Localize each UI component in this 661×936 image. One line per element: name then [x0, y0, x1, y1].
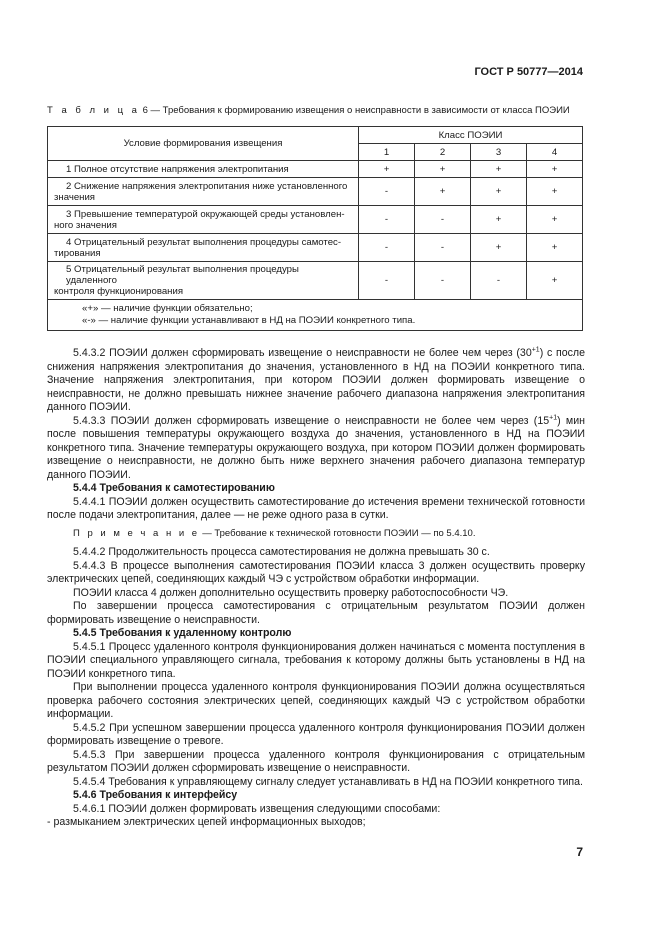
paragraph-5-4-3-2: 5.4.3.2 ПОЭИИ должен сформировать извещение о неисправности не более чем через $(30^{+1})$ с после снижения напряжения электропитания до значения, установленного в НД на ПОЭИИ конкретного типа. Значение напряжения электропитания, при котором ПОЭИИ должен формировать извещение о неисправности, не должно превышать нижнее значение рабочего диапазона напряжения электропитания данного ПОЭИИ. [47, 346, 585, 413]
note-plus: «+» — наличие функции обязательно; [82, 302, 253, 314]
row-value: + [471, 206, 527, 234]
row-condition-line2: контроля функционирования [54, 286, 184, 297]
paragraph-5-4-5-3: 5.4.5.3 При завершении процесса удаленного контроля функционирования с отрицательным результатом ПОЭИИ должен сформировать извещение о неисправности. [47, 748, 585, 774]
row-value: + [415, 178, 471, 206]
row-value: - [359, 178, 415, 206]
row-value: - [359, 206, 415, 234]
paragraph-remote-check: При выполнении процесса удаленного контроля функционирования ПОЭИИ должна осуществляться проверка рабочего состояния электрических цепей, соединяющих каждый ЧЭ с устройством обработки информации. [47, 681, 585, 720]
row-condition-line2: тирования [54, 247, 101, 259]
requirements-table [47, 126, 583, 331]
table-row [48, 161, 583, 178]
row-value: - [359, 262, 415, 300]
table-notes [48, 300, 583, 331]
paragraph-5-4-4-3: 5.4.4.3 В процессе выполнения самотестирования ПОЭИИ класса 3 должен осуществить проверку электрических цепей, соединяющих каждый ЧЭ с устройством обработки информации. [47, 559, 585, 585]
row-value: + [527, 262, 583, 300]
table-caption [47, 105, 587, 116]
row-value: + [527, 234, 583, 262]
heading-5-4-6: 5.4.6 Требования к интерфейсу [73, 789, 238, 801]
row-condition-line1: 1 Полное отсутствие напряжения электропитания [66, 163, 289, 175]
note-label: П р и м е ч а н и е [73, 527, 200, 539]
paragraph-5-4-4-2: 5.4.4.2 Продолжительность процесса самотестирования не должна превышать 30 с. [73, 546, 490, 558]
row-value: - [415, 234, 471, 262]
heading-5-4-5: 5.4.5 Требования к удаленному контролю [73, 627, 292, 639]
row-value: + [471, 178, 527, 206]
header-class: Класс ПОЭИИ [359, 127, 583, 144]
row-condition-line1: 2 Снижение напряжения электропитания ниже установленного [66, 180, 348, 192]
row-condition-line2: значения [54, 191, 96, 203]
row-condition [48, 178, 359, 206]
header-class-1: 1 [359, 144, 415, 161]
paragraph-self-test-result: По завершении процесса самотестирования с отрицательным результатом ПОЭИИ должен формировать извещение о неисправности. [47, 600, 585, 626]
row-value: - [359, 234, 415, 262]
row-condition [48, 262, 359, 300]
note-minus: «-» — наличие функции устанавливают в НД на ПОЭИИ конкретного типа. [82, 314, 416, 326]
standard-header: ГОСТ Р 50777—2014 [474, 66, 583, 78]
table-row [48, 262, 583, 300]
header-condition: Условие формирования извещения [48, 127, 359, 161]
row-value: + [527, 206, 583, 234]
paragraph-5-4-4-1: 5.4.4.1 ПОЭИИ должен осуществить самотестирование до истечения времени технической готовности после подачи электропитания, далее — не реже одного раза в сутки. [47, 495, 585, 521]
heading-5-4-4: 5.4.4 Требования к самотестированию [73, 482, 275, 494]
paragraph-5-4-5-1: 5.4.5.1 Процесс удаленного контроля функционирования должен начинаться с момента поступления в ПОЭИИ специального управляющего сигнала, требования к которому должны быть установлены в НД на ПОЭИИ конкретного типа. [47, 640, 585, 680]
row-value: - [415, 262, 471, 300]
row-value: + [527, 161, 583, 178]
note-paragraph [47, 527, 585, 541]
paragraph-5-4-5-2: 5.4.5.2 При успешном завершении процесса удаленного контроля функционирования ПОЭИИ должен формировать извещение о тревоге. [47, 721, 585, 747]
table-caption-text: — Требования к формированию извещения о неисправности в зависимости от класса ПОЭИИ [150, 105, 570, 116]
table-row [48, 234, 583, 262]
paragraph-5-4-3-3: 5.4.3.3 ПОЭИИ должен сформировать извещение о неисправности не более чем через $(15^{+1})$ мин после повышения температуры окружающего воздуха до значения, установленного в НД на ПОЭИИ конкретного типа. Значение температуры окружающего воздуха, при котором ПОЭИИ должен формировать извещение о неисправности, не должно быть ниже верхнего значения рабочего диапазона температур данного ПОЭИИ. [47, 413, 585, 481]
row-condition-line1: 4 Отрицательный результат выполнения процедуры самотес- [66, 236, 342, 248]
document-body [47, 347, 585, 830]
table-caption-number: 6 [142, 105, 148, 116]
table-row [48, 178, 583, 206]
table-caption-label: Т а б л и ц а [47, 105, 140, 116]
list-item: - размыканием электрических цепей информационных выходов; [47, 816, 366, 828]
table-notes-row [48, 300, 583, 331]
row-value: + [415, 161, 471, 178]
header-class-2: 2 [415, 144, 471, 161]
page-number: 7 [576, 845, 583, 859]
row-condition [48, 234, 359, 262]
row-value: + [471, 234, 527, 262]
row-value: + [527, 178, 583, 206]
row-value: - [471, 262, 527, 300]
row-value: - [415, 206, 471, 234]
paragraph-5-4-6-1: 5.4.6.1 ПОЭИИ должен формировать извещения следующими способами: [73, 802, 441, 815]
note-text: — Требование к технической готовности ПОЭИИ — по 5.4.10. [202, 527, 476, 539]
row-condition-line1: 5 Отрицательный результат выполнения процедуры удаленного [66, 264, 299, 286]
row-condition-line1: 3 Превышение температурой окружающей среды установлен- [66, 208, 345, 220]
table-row [48, 206, 583, 234]
row-condition-line2: ного значения [54, 219, 117, 231]
paragraph-5-4-5-4: 5.4.5.4 Требования к управляющему сигналу следует устанавливать в НД на ПОЭИИ конкретного типа. [73, 775, 583, 788]
header-class-4: 4 [527, 144, 583, 161]
row-condition [48, 206, 359, 234]
paragraph-class-4: ПОЭИИ класса 4 должен дополнительно осуществить проверку работоспособности ЧЭ. [73, 586, 509, 599]
row-condition [48, 161, 359, 178]
header-class-3: 3 [471, 144, 527, 161]
row-value: + [471, 161, 527, 178]
row-value: + [359, 161, 415, 178]
